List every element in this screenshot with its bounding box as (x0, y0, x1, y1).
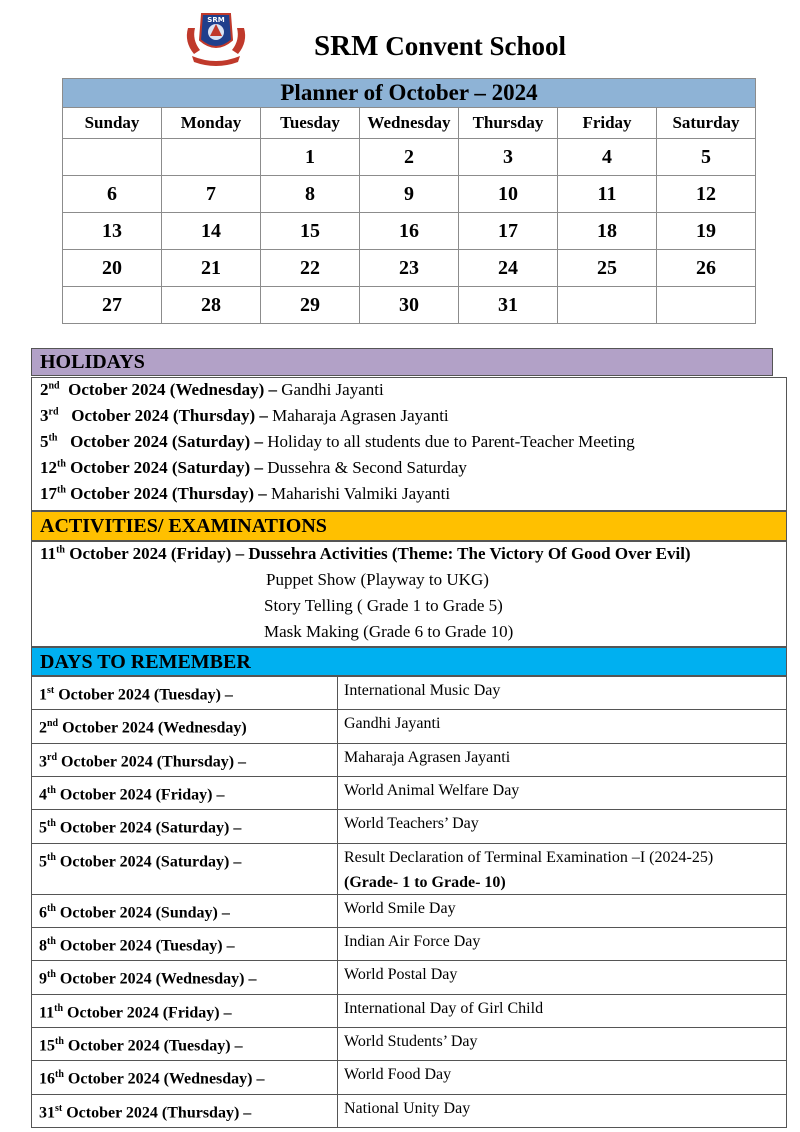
remember-row (32, 961, 787, 994)
remember-event: International Music Day (344, 682, 501, 699)
holidays-heading: HOLIDAYS (31, 348, 773, 376)
remember-day: 11 (39, 1003, 55, 1021)
remember-date (32, 843, 338, 894)
calendar-day-cell: 5 (657, 139, 756, 176)
calendar-day-cell (63, 139, 162, 176)
remember-day: 1 (39, 686, 47, 704)
weekday-header: Friday (558, 108, 657, 139)
activity-main (40, 544, 691, 564)
calendar-day-cell: 23 (360, 250, 459, 287)
remember-date-text: October 2024 (Wednesday) – (63, 1070, 265, 1088)
remember-day: 3 (39, 752, 47, 770)
calendar-day-cell: 21 (162, 250, 261, 287)
holiday-desc: Dussehra & Second Saturday (262, 458, 467, 477)
calendar-week-row (63, 176, 756, 213)
remember-row (32, 1027, 787, 1060)
remember-row (32, 843, 787, 894)
holiday-day: 2 (40, 380, 49, 399)
remember-date-text: October 2024 (Saturday) – (55, 819, 242, 837)
remember-date (32, 994, 338, 1027)
remember-row (32, 994, 787, 1027)
weekday-header: Tuesday (261, 108, 360, 139)
calendar-day-cell: 15 (261, 213, 360, 250)
remember-date-text: October 2024 (Friday) – (63, 1003, 232, 1021)
holidays-box (31, 377, 787, 511)
remember-day: 16 (39, 1070, 55, 1088)
calendar-day-cell: 12 (657, 176, 756, 213)
remember-suffix: th (55, 1069, 64, 1081)
remember-event-cell (338, 810, 787, 843)
remember-row (32, 677, 787, 710)
remember-suffix: nd (47, 718, 59, 730)
remember-row (32, 1094, 787, 1127)
remember-day: 31 (39, 1103, 55, 1121)
remember-date-text: October 2024 (Tuesday) – (54, 686, 233, 704)
remember-row (32, 1061, 787, 1094)
calendar-day-cell: 8 (261, 176, 360, 213)
remember-event: Maharaja Agrasen Jayanti (344, 748, 511, 766)
remember-event-cell (338, 994, 787, 1027)
logo-text: SRM (207, 16, 225, 24)
remember-event-detail: (Grade- 1 to Grade- 10) (344, 873, 506, 891)
weekday-header-row (63, 108, 756, 139)
remember-date (32, 1027, 338, 1060)
school-logo (180, 8, 252, 70)
remember-day: 4 (39, 786, 47, 804)
calendar-day-cell: 24 (459, 250, 558, 287)
remember-event: World Students’ Day (344, 1032, 478, 1050)
holiday-desc: Gandhi Jayanti (277, 380, 384, 399)
holiday-day: 5 (40, 432, 49, 451)
calendar-day-cell (657, 287, 756, 324)
remember-row (32, 927, 787, 960)
calendar-day-cell: 31 (459, 287, 558, 324)
remember-suffix: st (47, 685, 55, 696)
calendar-table (62, 78, 756, 324)
calendar-day-cell: 17 (459, 213, 558, 250)
remember-event: International Day of Girl Child (344, 999, 544, 1017)
remember-suffix: th (47, 851, 56, 863)
calendar-week-row (63, 250, 756, 287)
calendar-day-cell: 30 (360, 287, 459, 324)
activity-text: October 2024 (Friday) – Dussehra Activities (Theme: The Victory Of Good Over Evil) (64, 544, 691, 563)
remember-event-cell (338, 843, 787, 894)
calendar-day-cell: 20 (63, 250, 162, 287)
remember-row (32, 894, 787, 927)
activity-sub-item: Puppet Show (Playway to UKG) (266, 570, 489, 589)
holiday-date: October 2024 (Thursday) – (65, 484, 267, 503)
calendar-day-cell: 27 (63, 287, 162, 324)
remember-date-text: October 2024 (Sunday) – (55, 903, 230, 921)
remember-day: 9 (39, 970, 47, 988)
school-title (314, 30, 566, 63)
holiday-suffix: th (57, 484, 66, 496)
remember-day: 15 (39, 1037, 55, 1055)
activity-sub-item: Mask Making (Grade 6 to Grade 10) (264, 622, 514, 641)
remember-day: 8 (39, 937, 47, 955)
calendar-day-cell: 25 (558, 250, 657, 287)
remember-date (32, 776, 338, 809)
remember-date-text: October 2024 (Wednesday) (58, 719, 247, 737)
weekday-header: Sunday (63, 108, 162, 139)
remember-date-text: October 2024 (Tuesday) – (63, 1037, 243, 1055)
calendar-week-row (63, 213, 756, 250)
activities-heading: ACTIVITIES/ EXAMINATIONS (31, 511, 787, 541)
calendar-day-cell: 3 (459, 139, 558, 176)
calendar-day-cell: 22 (261, 250, 360, 287)
calendar-day-cell: 14 (162, 213, 261, 250)
remember-suffix: rd (47, 751, 57, 763)
remember-suffix: th (47, 902, 56, 914)
holiday-date: October 2024 (Wednesday) – (59, 380, 277, 399)
holiday-day: 17 (40, 484, 57, 503)
remember-date-text: October 2024 (Tuesday) – (55, 937, 235, 955)
calendar-day-cell: 11 (558, 176, 657, 213)
remember-date-text: October 2024 (Saturday) – (55, 852, 242, 870)
remember-date (32, 677, 338, 710)
calendar-day-cell: 10 (459, 176, 558, 213)
holiday-desc: Maharaja Agrasen Jayanti (267, 406, 449, 425)
remember-day: 6 (39, 903, 47, 921)
weekday-header: Monday (162, 108, 261, 139)
remember-event: World Teachers’ Day (344, 815, 479, 833)
remember-event-cell (338, 1061, 787, 1094)
remember-suffix: th (55, 1035, 64, 1047)
remember-date-text: October 2024 (Friday) – (55, 786, 225, 804)
remember-event: World Animal Welfare Day (344, 781, 520, 799)
activity-day: 11 (40, 544, 57, 563)
remember-day: 5 (39, 819, 47, 837)
calendar-day-cell: 4 (558, 139, 657, 176)
remember-event: Result Declaration of Terminal Examination –I (2024-25) (344, 848, 714, 866)
remember-suffix: th (54, 1002, 64, 1014)
remember-date (32, 743, 338, 776)
remember-event: World Food Day (344, 1066, 452, 1084)
activities-box (31, 541, 787, 647)
remember-event-cell (338, 776, 787, 809)
holiday-date: October 2024 (Saturday) – (57, 432, 263, 451)
activity-suffix: th (56, 544, 65, 556)
remember-event: World Smile Day (344, 899, 456, 917)
remember-event: National Unity Day (344, 1099, 471, 1117)
calendar-day-cell (162, 139, 261, 176)
calendar-day-cell: 1 (261, 139, 360, 176)
school-name-srm: SRM (314, 30, 379, 62)
remember-day: 2 (39, 719, 47, 737)
remember-event-cell (338, 677, 787, 710)
remember-suffix: st (55, 1102, 63, 1114)
holiday-item (40, 432, 635, 452)
weekday-header: Wednesday (360, 108, 459, 139)
holiday-date: October 2024 (Saturday) – (65, 458, 263, 477)
remember-suffix: th (47, 969, 56, 981)
holiday-suffix: rd (48, 406, 59, 418)
calendar-day-cell: 18 (558, 213, 657, 250)
remember-date-text: October 2024 (Thursday) – (62, 1103, 252, 1121)
remember-row (32, 810, 787, 843)
remember-suffix: th (47, 784, 56, 796)
weekday-header: Saturday (657, 108, 756, 139)
remember-event: Indian Air Force Day (344, 932, 481, 950)
remember-event: Gandhi Jayanti (344, 715, 441, 733)
calendar-day-cell: 16 (360, 213, 459, 250)
calendar-day-cell: 28 (162, 287, 261, 324)
remember-row (32, 743, 787, 776)
calendar-day-cell: 26 (657, 250, 756, 287)
activity-sub-item: Story Telling ( Grade 1 to Grade 5) (264, 596, 503, 615)
calendar-day-cell: 6 (63, 176, 162, 213)
days-to-remember-heading: DAYS TO REMEMBER (31, 647, 787, 676)
remember-row (32, 776, 787, 809)
remember-date-text: October 2024 (Wednesday) – (55, 970, 257, 988)
days-to-remember-table (31, 676, 787, 1128)
remember-event-cell (338, 1027, 787, 1060)
holiday-suffix: nd (48, 380, 60, 392)
calendar-day-cell: 2 (360, 139, 459, 176)
remember-date (32, 927, 338, 960)
remember-event-cell (338, 961, 787, 994)
remember-date (32, 1094, 338, 1127)
remember-event-cell (338, 743, 787, 776)
remember-event-cell (338, 894, 787, 927)
remember-date-text: October 2024 (Thursday) – (57, 752, 247, 770)
remember-event-cell (338, 1094, 787, 1127)
holiday-item (40, 458, 467, 478)
calendar-day-cell: 29 (261, 287, 360, 324)
holiday-suffix: th (57, 458, 66, 470)
remember-event-cell (338, 710, 787, 743)
remember-date (32, 1061, 338, 1094)
holiday-item (40, 406, 449, 426)
calendar-day-cell: 9 (360, 176, 459, 213)
remember-event: World Postal Day (344, 966, 458, 984)
holiday-item (40, 484, 450, 504)
holiday-desc: Holiday to all students due to Parent-Teacher Meeting (262, 432, 635, 451)
remember-date (32, 894, 338, 927)
calendar-title: Planner of October – 2024 (63, 79, 756, 108)
remember-suffix: th (47, 818, 56, 830)
calendar-week-row (63, 287, 756, 324)
remember-suffix: th (47, 935, 56, 947)
calendar-day-cell: 7 (162, 176, 261, 213)
calendar-day-cell: 19 (657, 213, 756, 250)
holiday-desc: Maharishi Valmiki Jayanti (266, 484, 451, 503)
holiday-item (40, 380, 384, 400)
remember-date (32, 810, 338, 843)
calendar-day-cell (558, 287, 657, 324)
remember-day: 5 (39, 852, 47, 870)
holiday-suffix: th (48, 432, 58, 444)
holiday-day: 12 (40, 458, 57, 477)
holiday-date: October 2024 (Thursday) – (58, 406, 268, 425)
remember-date (32, 961, 338, 994)
remember-event-cell (338, 927, 787, 960)
calendar-day-cell: 13 (63, 213, 162, 250)
calendar-week-row (63, 139, 756, 176)
school-name-rest: Convent School (378, 31, 566, 61)
remember-row (32, 710, 787, 743)
remember-date (32, 710, 338, 743)
holiday-day: 3 (40, 406, 49, 425)
weekday-header: Thursday (459, 108, 558, 139)
